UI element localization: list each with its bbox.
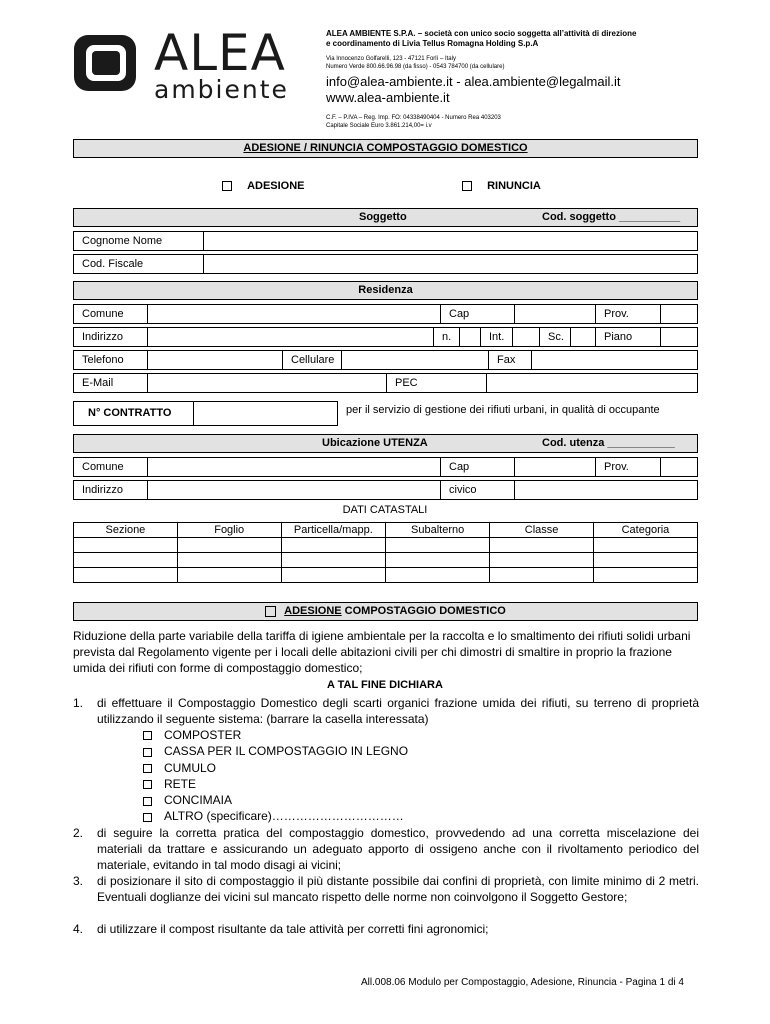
residenza-cap-label: Cap: [440, 304, 515, 324]
contratto-label: N° CONTRATTO: [73, 401, 194, 426]
catastali-cell[interactable]: [386, 568, 490, 583]
option-composter[interactable]: [143, 727, 408, 743]
adesione-checkbox[interactable]: [222, 181, 232, 191]
residenza-int-label: Int.: [480, 327, 513, 347]
catastali-cell[interactable]: [386, 538, 490, 553]
catastali-header-row: [74, 523, 698, 538]
residenza-prov-input[interactable]: [660, 304, 698, 324]
item-4-text: di utilizzare il compost risultante da tale attività per corretti fini agronomici;: [97, 922, 489, 936]
adesione-compostaggio-underlined: ADESIONE: [284, 605, 342, 617]
option-label: CONCIMAIA: [164, 793, 233, 808]
catastali-row: [74, 553, 698, 568]
catastali-header-cell: Foglio: [177, 523, 281, 538]
option-label: CASSA PER IL COMPOSTAGGIO IN LEGNO: [164, 744, 409, 759]
catastali-cell[interactable]: [177, 538, 281, 553]
email-input[interactable]: [147, 373, 387, 393]
option-label: COMPOSTER: [164, 728, 242, 742]
soggetto-title: Soggetto: [359, 211, 407, 223]
cod-utenza[interactable]: Cod. utenza ___________: [542, 437, 675, 449]
fax-label: Fax: [488, 350, 532, 370]
pec-input[interactable]: [486, 373, 698, 393]
option-checkbox[interactable]: [143, 748, 152, 757]
residenza-prov-label: Prov.: [595, 304, 661, 324]
catastali-cell[interactable]: [490, 553, 594, 568]
company-phone: Numero Verde 800.66.96.98 (da fisso) - 0543 784700 (da cellulare): [326, 64, 505, 70]
utenza-indirizzo-input[interactable]: [147, 480, 441, 500]
option-checkbox[interactable]: [143, 780, 152, 789]
item-number-4: 4.: [73, 922, 84, 936]
residenza-indirizzo-label: Indirizzo: [73, 327, 148, 347]
catastali-row: [74, 568, 698, 583]
catastali-cell[interactable]: [74, 568, 178, 583]
catastali-cell[interactable]: [490, 538, 594, 553]
adesione-compostaggio-rest: COMPOSTAGGIO DOMESTICO: [341, 605, 506, 617]
company-address: Via Innocenzo Golfarelli, 123 - 47121 Forlì – Italy: [326, 56, 456, 62]
catastali-cell[interactable]: [177, 568, 281, 583]
option-label: RETE: [164, 776, 197, 791]
option-cassa[interactable]: [143, 743, 408, 759]
cellulare-label: Cellulare: [282, 350, 342, 370]
option-checkbox[interactable]: [143, 731, 152, 740]
utenza-cap-input[interactable]: [514, 457, 596, 477]
item-number-2: 2.: [73, 826, 84, 840]
form-title: ADESIONE / RINUNCIA COMPOSTAGGIO DOMESTICO: [243, 142, 528, 154]
item-2-text: di seguire la corretta pratica del compostaggio domestico, provvedendo ad una corretta miscelazione dei materiali da trattare e assicurando un adeguato apporto di ossigeno anche con il rivoltamento periodico del materiale, evitando in tal modo disagi ai vicini;: [97, 826, 699, 872]
option-concimaia[interactable]: [143, 792, 408, 808]
company-capital: Capitale Sociale Euro 3.861.214,00= i.v: [326, 123, 432, 129]
company-line-2: e coordinamento di Livia Tellus Romagna Holding S.p.A: [326, 39, 539, 48]
catastali-cell[interactable]: [74, 553, 178, 568]
option-altro[interactable]: [143, 808, 408, 824]
cod-fiscale-input[interactable]: [203, 254, 698, 274]
catastali-cell[interactable]: [74, 538, 178, 553]
contratto-input[interactable]: [193, 401, 338, 426]
catastali-cell[interactable]: [281, 538, 386, 553]
catastali-cell[interactable]: [593, 568, 697, 583]
residenza-n-label: n.: [433, 327, 460, 347]
utenza-civico-label: civico: [440, 480, 515, 500]
telefono-label: Telefono: [73, 350, 148, 370]
residenza-comune-input[interactable]: [147, 304, 441, 324]
logo-icon: [72, 33, 144, 93]
item-1-text: di effettuare il Compostaggio Domestico degli scarti organici frazione umida dei rifiuti, su terreno di proprietà utilizzando il seguente sistema: (barrare la casella interessata): [97, 696, 699, 726]
residenza-cap-input[interactable]: [514, 304, 596, 324]
option-checkbox[interactable]: [143, 764, 152, 773]
utenza-comune-label: Comune: [73, 457, 148, 477]
contratto-text: per il servizio di gestione dei rifiuti urbani, in qualità di occupante: [346, 404, 660, 416]
catastali-header-cell: Categoria: [593, 523, 697, 538]
residenza-int-input[interactable]: [512, 327, 540, 347]
catastali-cell[interactable]: [281, 568, 386, 583]
company-website[interactable]: www.alea-ambiente.it: [326, 90, 450, 105]
adesione-label: ADESIONE: [247, 180, 305, 193]
catastali-header-cell: Classe: [490, 523, 594, 538]
cognome-nome-label: Cognome Nome: [73, 231, 204, 251]
company-fiscal: C.F. – P.IVA – Reg. Imp. FO: 04338490404 - Numero Rea 403203: [326, 115, 501, 121]
dati-catastali-title: DATI CATASTALI: [342, 504, 428, 516]
option-rete[interactable]: [143, 776, 408, 792]
catastali-cell[interactable]: [281, 553, 386, 568]
rinuncia-label: RINUNCIA: [487, 180, 541, 193]
pec-label: PEC: [386, 373, 487, 393]
residenza-bar: [73, 281, 698, 300]
adesione-compostaggio-checkbox[interactable]: [265, 606, 276, 617]
fax-input[interactable]: [531, 350, 698, 370]
utenza-prov-input[interactable]: [660, 457, 698, 477]
logo-main-text: ALEA: [154, 24, 286, 82]
utenza-civico-input[interactable]: [514, 480, 698, 500]
catastali-cell[interactable]: [593, 538, 697, 553]
telefono-input[interactable]: [147, 350, 283, 370]
utenza-comune-input[interactable]: [147, 457, 441, 477]
option-label: CUMULO: [164, 760, 217, 775]
cellulare-input[interactable]: [341, 350, 489, 370]
adesione-compostaggio-bar: [73, 602, 698, 621]
form-title-bar: [73, 139, 698, 158]
item-3-text: di posizionare il sito di compostaggio il più distante possibile dai confini di proprietà, con limite minimo di 2 metri. Eventuali doglianze dei vicini sul mancato rispetto delle norme non coinvolgono il Soggetto Gestore;: [97, 874, 699, 904]
intro-paragraph: Riduzione della parte variabile della tariffa di igiene ambientale per la raccolta e lo smaltimento dei rifiuti solidi urbani prevista dal Regolamento vigente per i locali delle abitazioni civili per chi dimostri di smaltire in proprio la frazione umida dei rifiuti con forme di compostaggio domestico;: [73, 629, 691, 675]
catastali-table: [73, 522, 698, 583]
rinuncia-checkbox[interactable]: [462, 181, 472, 191]
catastali-header-cell: Subalterno: [386, 523, 490, 538]
catastali-cell[interactable]: [177, 553, 281, 568]
email-label: E-Mail: [73, 373, 148, 393]
soggetto-bar: [73, 208, 698, 227]
page-footer: All.008.06 Modulo per Compostaggio, Adesione, Rinuncia - Pagina 1 di 4: [361, 977, 684, 988]
utenza-indirizzo-label: Indirizzo: [73, 480, 148, 500]
catastali-header-cell: Particella/mapp.: [281, 523, 386, 538]
residenza-piano-input[interactable]: [660, 327, 698, 347]
residenza-piano-label: Piano: [595, 327, 661, 347]
option-label: ALTRO (specificare)……………………………: [164, 809, 404, 824]
cod-fiscale-label: Cod. Fiscale: [73, 254, 204, 274]
option-checkbox[interactable]: [143, 797, 152, 806]
logo-sub-text: ambiente: [154, 75, 289, 104]
residenza-sc-input[interactable]: [570, 327, 596, 347]
option-cumulo[interactable]: [143, 760, 408, 776]
ubicazione-bar: [73, 434, 698, 453]
catastali-header-cell: Sezione: [74, 523, 178, 538]
option-checkbox[interactable]: [143, 813, 152, 822]
cod-soggetto[interactable]: Cod. soggetto __________: [542, 211, 681, 223]
catastali-row: [74, 538, 698, 553]
company-line-1: ALEA AMBIENTE S.P.A. – società con unico socio soggetta all’attività di direzione: [326, 29, 637, 38]
cognome-nome-input[interactable]: [203, 231, 698, 251]
utenza-prov-label: Prov.: [595, 457, 661, 477]
catastali-cell[interactable]: [386, 553, 490, 568]
residenza-comune-label: Comune: [73, 304, 148, 324]
catastali-cell[interactable]: [490, 568, 594, 583]
item-number-3: 3.: [73, 874, 84, 888]
dichiara-heading: A TAL FINE DICHIARA: [327, 679, 443, 691]
residenza-indirizzo-input[interactable]: [147, 327, 434, 347]
item-number-1: 1.: [73, 696, 84, 710]
utenza-cap-label: Cap: [440, 457, 515, 477]
residenza-title: Residenza: [358, 284, 413, 296]
catastali-cell[interactable]: [593, 553, 697, 568]
company-logo: [72, 24, 307, 105]
residenza-n-input[interactable]: [459, 327, 481, 347]
company-emails[interactable]: info@alea-ambiente.it - alea.ambiente@legalmail.it: [326, 74, 621, 89]
ubicazione-title: Ubicazione UTENZA: [322, 437, 428, 449]
residenza-sc-label: Sc.: [539, 327, 571, 347]
